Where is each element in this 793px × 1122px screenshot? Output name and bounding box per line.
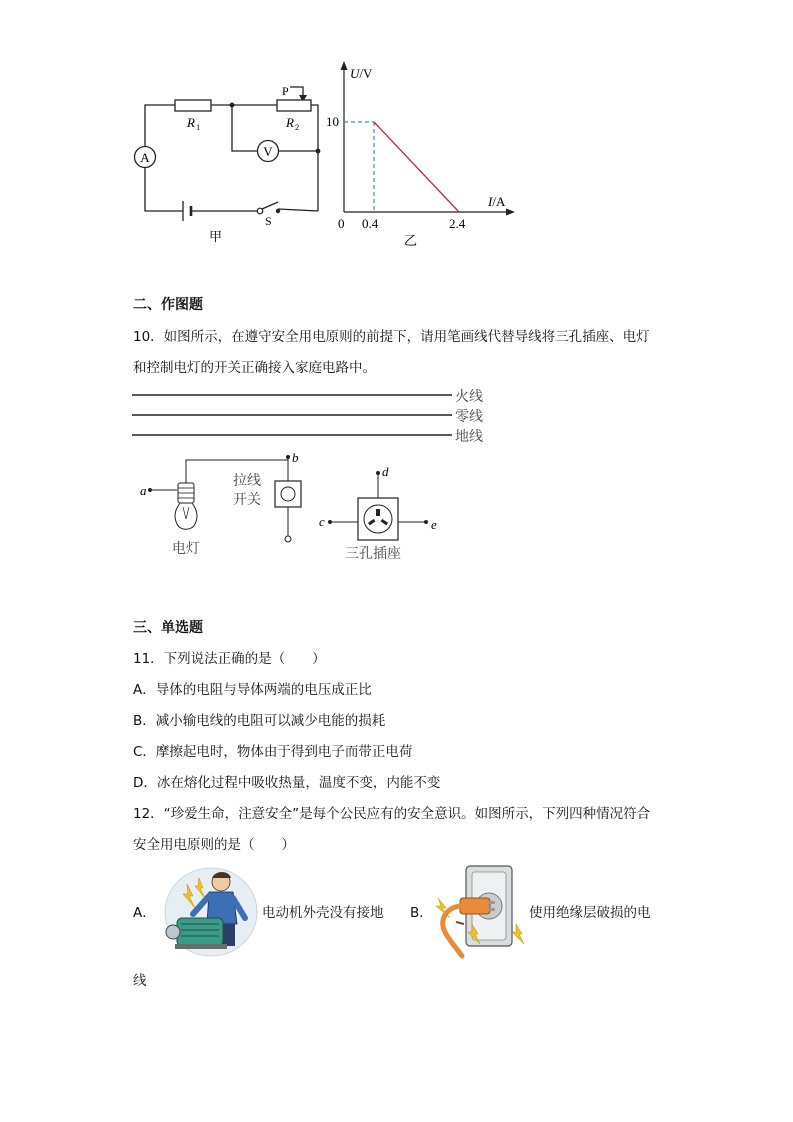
label-c: c <box>319 514 325 529</box>
damaged-cord-illustration <box>432 864 528 958</box>
q12-option-b-text-continued[interactable]: 线 <box>133 973 147 989</box>
socket-label: 三孔插座 <box>345 546 401 562</box>
household-circuit-figure <box>130 385 500 565</box>
q12-option-b-text[interactable]: 使用绝缘层破损的电 <box>529 905 651 921</box>
r2-label: R <box>286 115 294 130</box>
figure-caption-jia: 甲 <box>209 230 223 245</box>
ground-wire-label: 地线 <box>455 429 483 445</box>
q10-stem-line1: 10．如图所示，在遵守安全用电原则的前提下，请用笔画线代替导线将三孔插座、电灯 <box>133 329 650 345</box>
ungrounded-motor-illustration <box>163 866 259 958</box>
resistor-r1 <box>175 100 211 111</box>
q12-stem-line1: 12．“珍爱生命，注意安全”是每个公民应有的安全意识。如图所示，下列四种情况符合 <box>133 806 651 822</box>
r2-subscript: 2 <box>295 122 300 132</box>
lamp-icon <box>148 460 288 529</box>
switch-label-line1: 拉线 <box>233 473 261 489</box>
x-axis-arrow <box>506 209 515 216</box>
label-b: b <box>292 450 299 465</box>
x-tick-2-4: 2.4 <box>449 216 466 231</box>
ammeter-label: A <box>140 150 150 165</box>
q10-stem-line2: 和控制电灯的开关正确接入家庭电路中。 <box>133 360 376 376</box>
switch-label: S <box>265 214 272 228</box>
q12-option-a-text[interactable]: 电动机外壳没有接地 <box>262 905 384 921</box>
slider-label: P <box>282 84 289 98</box>
voltmeter-label: V <box>263 144 273 159</box>
neutral-wire-label: 零线 <box>455 409 483 425</box>
label-a: a <box>140 483 147 498</box>
q11-option-a[interactable]: A．导体的电阻与导体两端的电压成正比 <box>133 682 372 698</box>
label-d: d <box>382 464 389 479</box>
x-tick-0-4: 0.4 <box>362 216 379 231</box>
q12-stem-line2: 安全用电原则的是（ ） <box>133 837 295 853</box>
r1-subscript: 1 <box>196 122 201 132</box>
q11-option-b[interactable]: B．减小输电线的电阻可以减少电能的损耗 <box>133 713 386 729</box>
resistor-r2 <box>277 100 311 111</box>
three-hole-socket-icon <box>328 471 428 540</box>
ui-graph <box>326 58 530 253</box>
q11-option-c[interactable]: C．摩擦起电时，物体由于得到电子而带正电荷 <box>133 744 413 760</box>
y-tick-10: 10 <box>326 114 339 129</box>
figure-caption-yi: 乙 <box>404 234 418 249</box>
origin-label: 0 <box>338 216 345 231</box>
q11-option-d[interactable]: D．冰在熔化过程中吸收热量，温度不变，内能不变 <box>133 775 441 791</box>
section-title-drawing: 二、作图题 <box>133 297 203 313</box>
u-i-line <box>374 122 459 212</box>
q12-option-a-letter[interactable]: A． <box>133 905 156 921</box>
x-axis-label: I/A <box>488 194 506 209</box>
r1-label: R <box>187 115 195 130</box>
switch-icon <box>262 202 278 209</box>
lamp-label: 电灯 <box>172 541 200 557</box>
switch-label-line2: 开关 <box>233 492 261 508</box>
live-wire-label: 火线 <box>455 389 483 405</box>
label-e: e <box>431 517 437 532</box>
section-title-single-choice: 三、单选题 <box>133 620 203 636</box>
y-axis-label: U/V <box>350 66 373 81</box>
y-axis-arrow <box>341 61 348 70</box>
q12-option-b-letter[interactable]: B． <box>410 905 433 921</box>
q11-stem: 11．下列说法正确的是（ ） <box>133 651 326 667</box>
circuit-diagram <box>125 75 330 250</box>
pull-switch-icon <box>275 455 301 542</box>
